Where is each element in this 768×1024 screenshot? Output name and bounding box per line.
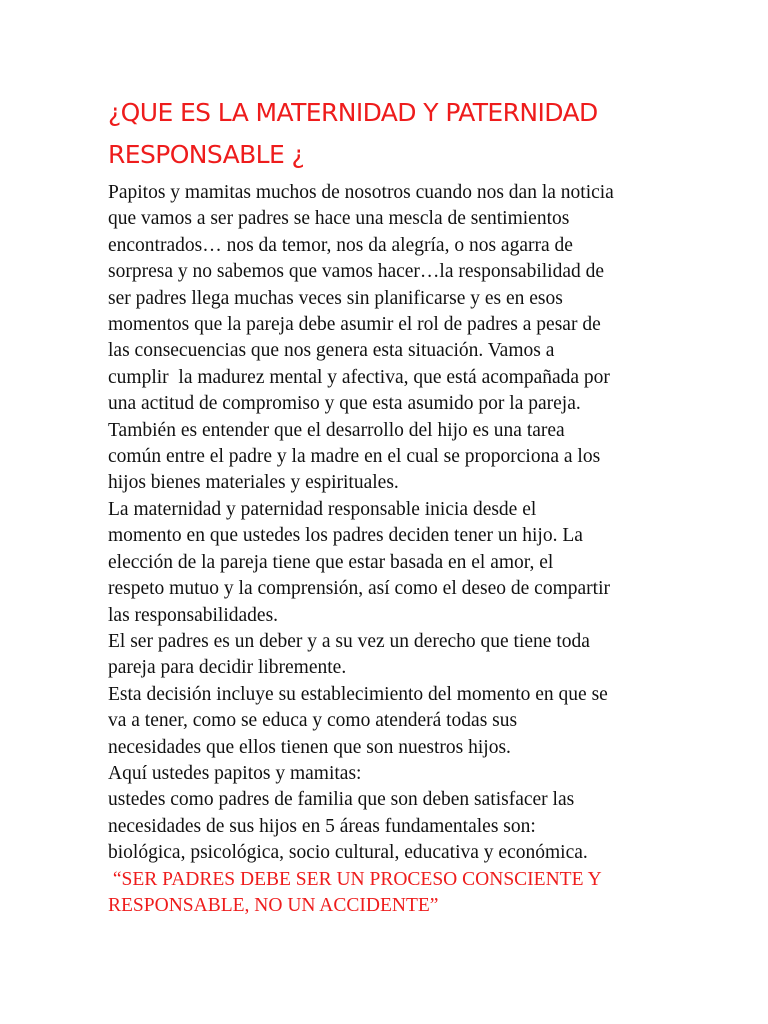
body-line: Aquí ustedes papitos y mamitas: [108,762,362,784]
body-line: necesidades que ellos tienen que son nuestros hijos. [108,736,511,758]
document-body [108,180,678,919]
body-line: una actitud de compromiso y que esta asumido por la pareja. [108,393,581,415]
body-line: que vamos a ser padres se hace una mescla de sentimientos [108,208,570,230]
document-title [108,92,668,176]
body-line: La maternidad y paternidad responsable inicia desde el [108,498,537,520]
body-line: común entre el padre y la madre en el cual se proporciona a los [108,446,601,468]
body-line: biológica, psicológica, socio cultural, educativa y económica. [108,842,588,864]
closing-quote-line: “SER PADRES DEBE SER UN PROCESO CONSCIENTE Y [108,868,602,890]
body-line: necesidades de sus hijos en 5 áreas fundamentales son: [108,815,536,837]
body-line: las responsabilidades. [108,604,279,626]
body-line: El ser padres es un deber y a su vez un derecho que tiene toda [108,630,590,652]
body-line: ustedes como padres de familia que son deben satisfacer las [108,789,575,811]
body-line: elección de la pareja tiene que estar basada en el amor, el [108,551,554,573]
title-line: RESPONSABLE ¿ [108,140,305,169]
body-line: Papitos y mamitas muchos de nosotros cuando nos dan la noticia [108,182,614,203]
body-line: También es entender que el desarrollo del hijo es una tarea [108,419,565,441]
body-line: cumplir la madurez mental y afectiva, que está acompañada por [108,366,610,388]
body-line: momentos que la pareja debe asumir el rol de padres a pesar de [108,314,601,336]
body-line: pareja para decidir libremente. [108,657,347,679]
body-line: encontrados… nos da temor, nos da alegría, o nos agarra de [108,234,573,256]
body-line: va a tener, como se educa y como atenderá todas sus [108,710,518,732]
body-line: momento en que ustedes los padres deciden tener un hijo. La [108,525,583,547]
body-line: sorpresa y no sabemos que vamos hacer…la responsabilidad de [108,261,605,283]
body-line: las consecuencias que nos genera esta situación. Vamos a [108,340,555,362]
body-line: Esta decisión incluye su establecimiento del momento en que se [108,683,608,705]
title-line: ¿QUE ES LA MATERNIDAD Y PATERNIDAD [108,98,598,127]
body-line: respeto mutuo y la comprensión, así como el deseo de compartir [108,578,610,600]
closing-quote-line: RESPONSABLE, NO UN ACCIDENTE” [108,894,439,916]
body-line: hijos bienes materiales y espirituales. [108,472,399,494]
body-line: ser padres llega muchas veces sin planificarse y es en esos [108,287,563,309]
